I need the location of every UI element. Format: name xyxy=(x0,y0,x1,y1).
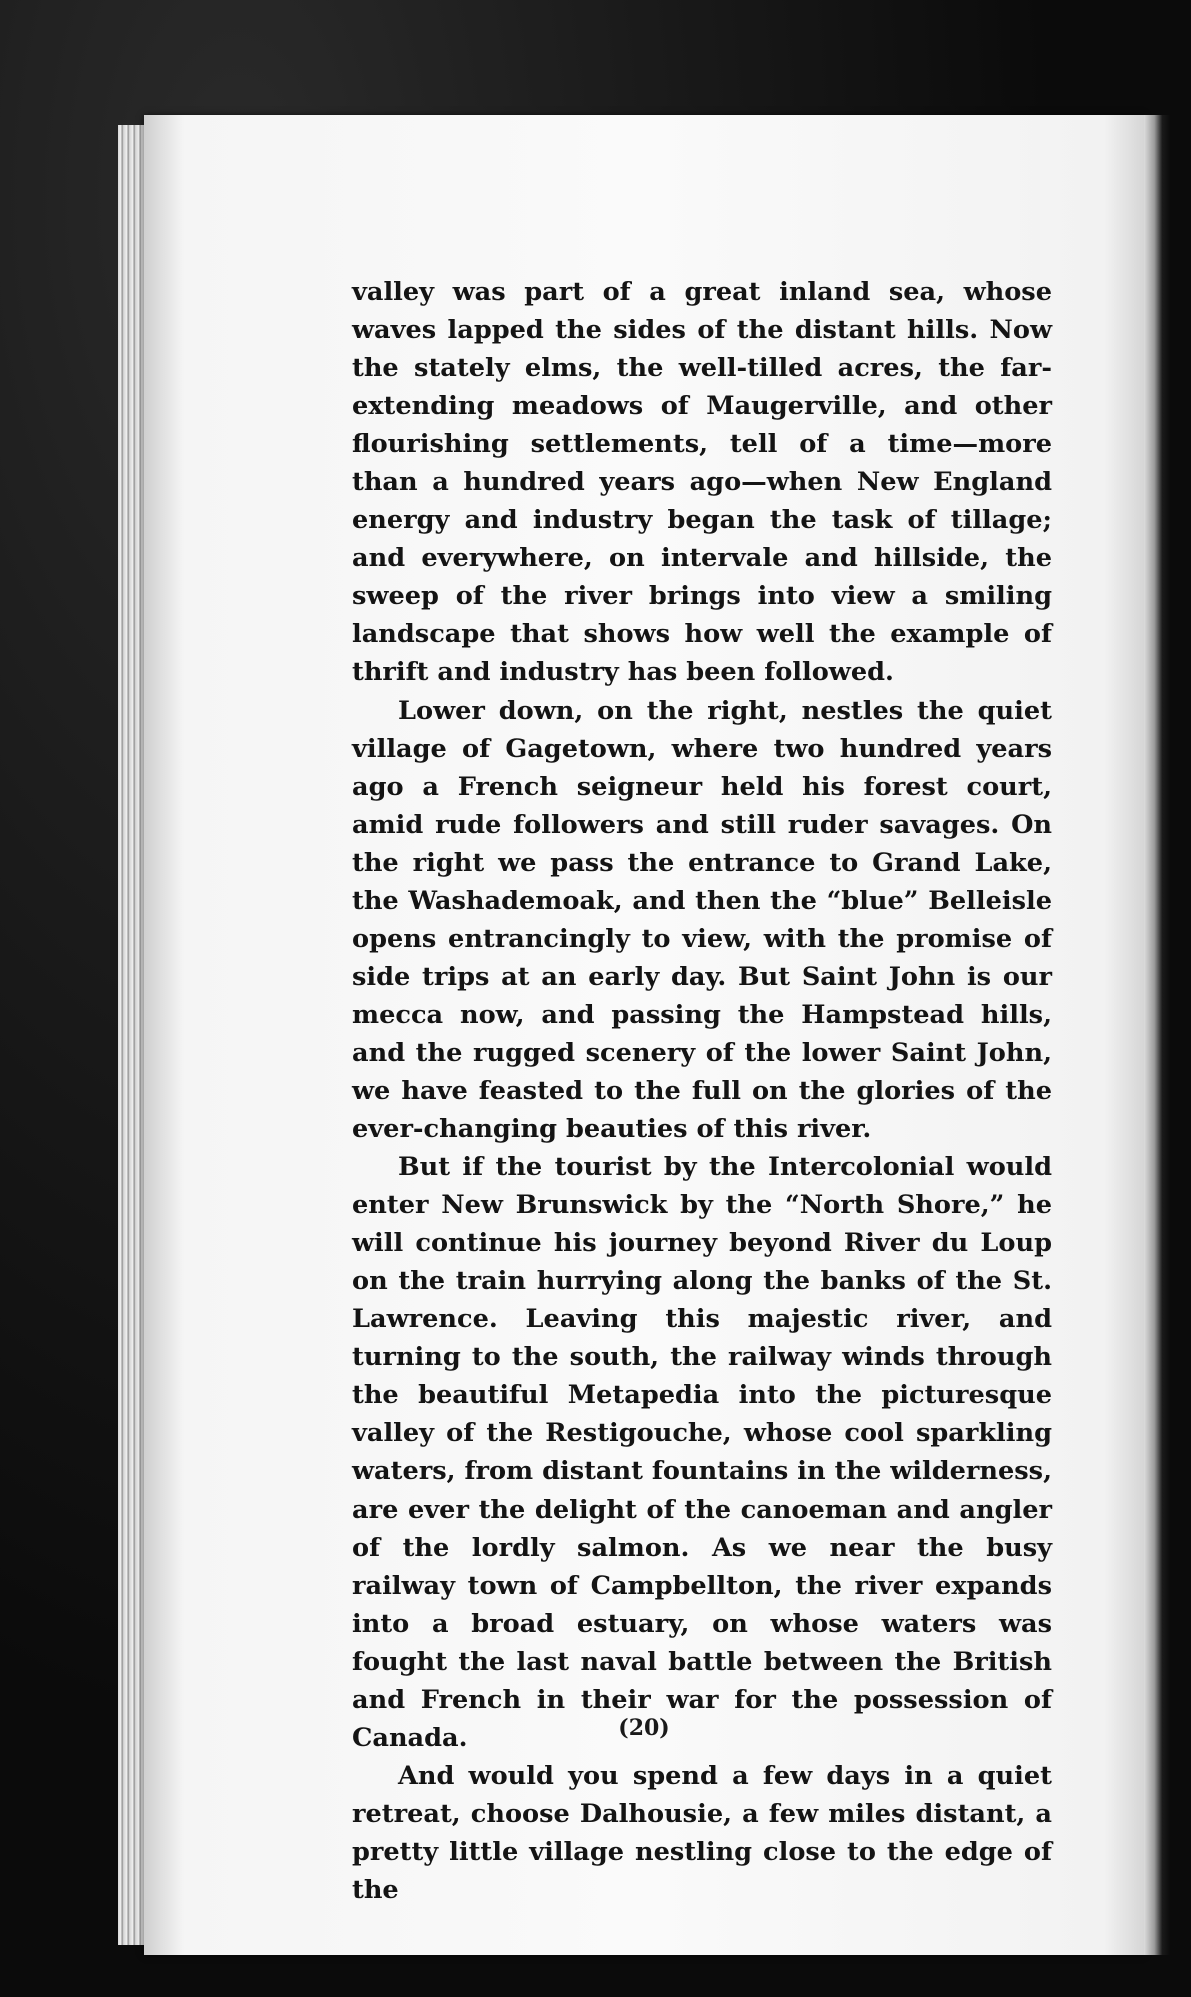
paragraph-north-shore: But if the tourist by the Intercolonial would enter New Brunswick by the “North Shore,” he will continue his journey beyond River du Loup on the train hurrying along the banks of the St. Lawrence. Leaving this majestic river, and turning to the south, the railway winds through the beautiful Metapedia into the picturesque valley of the Restigouche, whose cool sparkling waters, from distant fountains in the wilderness, are ever the delight of the canoeman and angler of the lordly salmon. As we near the busy railway town of Campbellton, the river expands into a broad estuary, on whose waters was fought the last naval battle between the British and French in their war for the possession of Canada. xyxy=(352,1152,1052,1753)
paragraph-continued: valley was part of a great inland sea, whose waves lapped the sides of the distant hills. Now the stately elms, the well-tilled acres, the far-extending meadows of Maugerville, and other flourishing settlements, tell of a time—more than a hundred years ago—when New England energy and industry began the task of tillage; and everywhere, on intervale and hillside, the sweep of the river brings into view a smiling landscape that shows how well the example of thrift and industry has been followed. xyxy=(352,277,1052,688)
paragraph-dalhousie: And would you spend a few days in a quiet retreat, choose Dalhousie, a few miles distant, a pretty little village nestling close to the edge of the xyxy=(352,1760,1052,1905)
body-text xyxy=(352,273,1052,1909)
book-page xyxy=(144,115,1144,1955)
book xyxy=(118,115,1170,1955)
page-number: (20) xyxy=(618,1715,670,1741)
paragraph-gagetown: Lower down, on the right, nestles the quiet village of Gagetown, where two hundred years ago a French seigneur held his forest court, amid rude followers and still ruder savages. On the right we pass the entrance to Grand Lake, the Washademoak, and then the “blue” Belleisle opens entrancingly to view, with the promise of side trips at an early day. But Saint John is our mecca now, and passing the Hampstead hills, and the rugged scenery of the lower Saint John, we have feasted to the full on the glories of the ever-changing beauties of this river. xyxy=(352,695,1052,1145)
book-spine-shadow xyxy=(1144,115,1170,1955)
